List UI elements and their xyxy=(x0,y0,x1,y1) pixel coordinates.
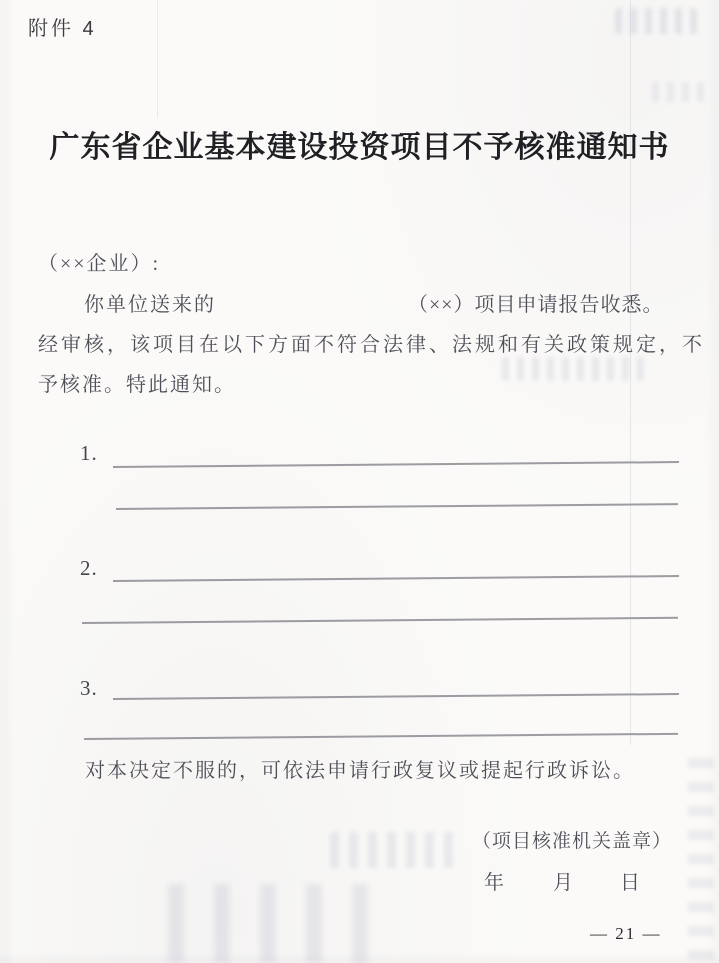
receipt-text-left: 你单位送来的 xyxy=(84,294,216,316)
date-year-label: 年 xyxy=(484,872,504,894)
appeal-note: 对本决定不服的，可依法申请行政复议或提起行政诉讼。 xyxy=(85,760,635,782)
review-paragraph-line-2: 予核准。特此通知。 xyxy=(38,374,236,396)
bleedthrough-smudge-right-upper xyxy=(652,82,708,102)
receipt-text-right: （××）项目申请报告收悉。 xyxy=(408,294,664,316)
bleedthrough-smudge-middle xyxy=(502,357,644,381)
item-3-number: 3. xyxy=(80,676,98,700)
salutation-line: （××企业）: xyxy=(38,253,161,275)
item-2-number: 2. xyxy=(80,556,98,580)
page-title: 广东省企业基本建设投资项目不予核准通知书 xyxy=(49,131,670,164)
bleedthrough-smudge-top-right xyxy=(615,8,697,34)
attachment-label: 附件 4 xyxy=(28,18,97,40)
item-2-blank-line-2 xyxy=(82,617,678,624)
item-3-blank-line-2 xyxy=(84,733,678,740)
scan-crease-line-left xyxy=(157,0,158,118)
bleedthrough-smudge-stamp-area xyxy=(330,832,458,868)
page-number: — 21 — xyxy=(590,924,662,943)
bleedthrough-smudge-right-column xyxy=(688,755,714,960)
date-day-label: 日 xyxy=(620,872,640,894)
item-3-blank-line-1 xyxy=(113,693,679,700)
stamp-note: （项目核准机关盖章） xyxy=(472,831,673,852)
item-1-blank-line-2 xyxy=(116,503,678,510)
bleedthrough-smudge-bottom xyxy=(168,884,393,963)
review-paragraph-line-1: 经审核，该项目在以下方面不符合法律、法规和有关政策规定，不 xyxy=(38,334,705,356)
item-1-number: 1. xyxy=(80,441,98,465)
item-2-blank-line-1 xyxy=(113,575,679,582)
date-month-label: 月 xyxy=(553,872,573,894)
item-1-blank-line-1 xyxy=(113,461,679,468)
